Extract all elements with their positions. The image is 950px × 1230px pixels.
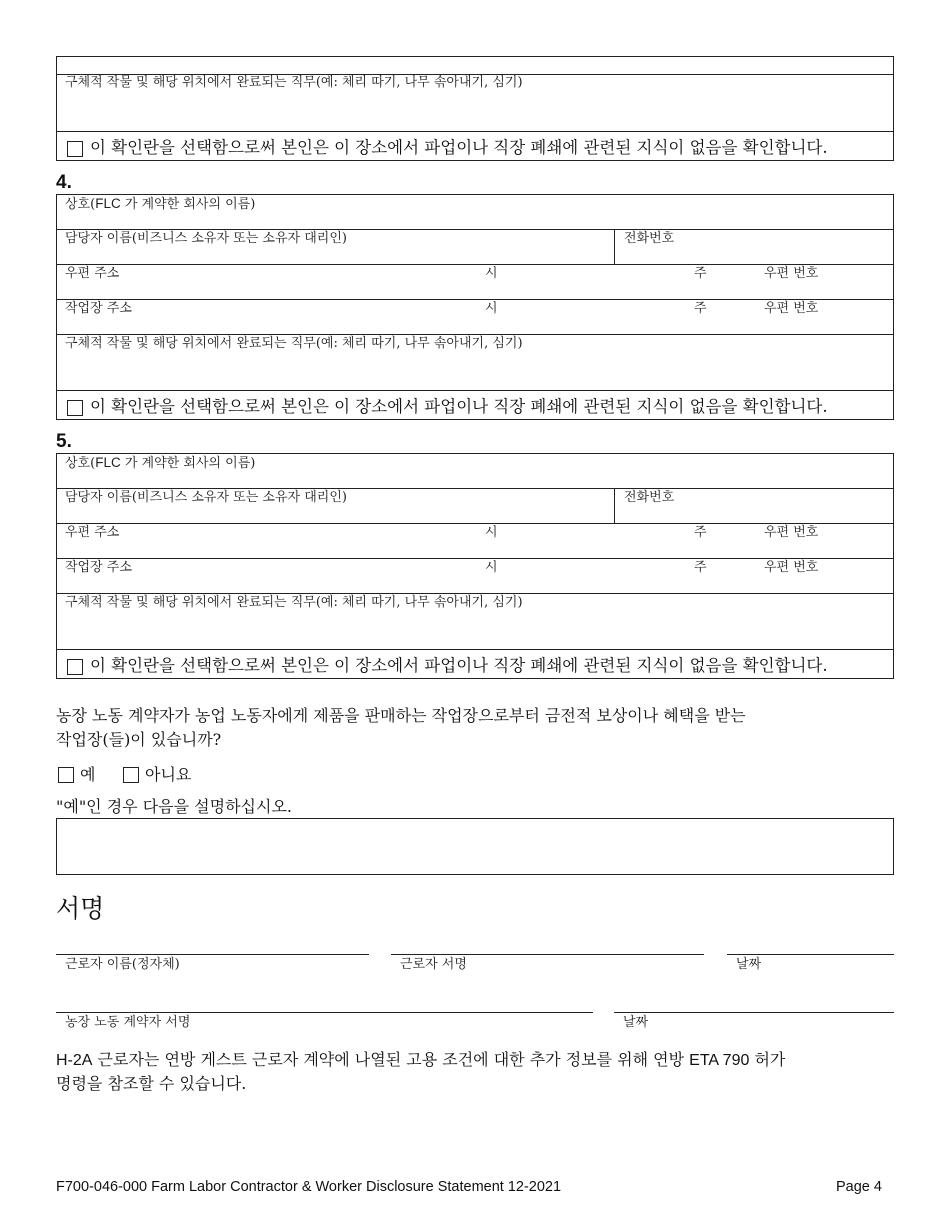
divider [56, 131, 894, 132]
contact-name-field[interactable]: 담당자 이름(비즈니스 소유자 또는 소유자 대리인) [65, 490, 347, 505]
duties-field[interactable]: 구체적 작물 및 해당 위치에서 완료되는 직무(예: 체리 따기, 나무 솎아내기, 심기) [65, 595, 523, 610]
work-address-field[interactable]: 작업장 주소 [65, 560, 132, 575]
flc-signature-label: 농장 노동 계약자 서명 [65, 1015, 191, 1030]
worker-signature-label: 근로자 서명 [400, 957, 467, 972]
worker-date-line[interactable] [727, 954, 894, 955]
mail-address-field[interactable]: 우편 주소 [65, 525, 120, 540]
divider [614, 488, 615, 523]
no-strike-checkbox-5[interactable] [67, 659, 83, 675]
worker-name-line[interactable] [56, 954, 369, 955]
page-number: Page 4 [836, 1179, 882, 1195]
section-4-number: 4. [56, 172, 72, 193]
divider [56, 558, 894, 559]
divider [56, 264, 894, 265]
mail-zip-field[interactable]: 우편 번호 [764, 525, 819, 540]
no-strike-checkbox-3[interactable] [67, 141, 83, 157]
duties-field[interactable]: 구체적 작물 및 해당 위치에서 완료되는 직무(예: 체리 따기, 나무 솎아내기, 심기) [65, 336, 523, 351]
divider [614, 229, 615, 264]
work-zip-field[interactable]: 우편 번호 [764, 301, 819, 316]
yes-checkbox[interactable] [58, 767, 74, 783]
no-strike-ack-text: 이 확인란을 선택함으로써 본인은 이 장소에서 파업이나 직장 폐쇄에 관련된 지식이 없음을 확인합니다. [90, 397, 828, 416]
yes-label: 예 [80, 765, 96, 784]
divider [56, 649, 894, 650]
mail-zip-field[interactable]: 우편 번호 [764, 266, 819, 281]
divider [56, 488, 894, 489]
h2a-note-line1: H-2A 근로자는 연방 게스트 근로자 계약에 나열된 고용 조건에 대한 추가 정보를 위해 연방 ETA 790 허가 [56, 1050, 786, 1069]
worker-signature-line[interactable] [391, 954, 704, 955]
worker-date-label: 날짜 [736, 957, 762, 972]
work-city-field[interactable]: 시 [485, 560, 498, 575]
no-checkbox[interactable] [123, 767, 139, 783]
explanation-textarea[interactable] [56, 818, 894, 875]
work-zip-field[interactable]: 우편 번호 [764, 560, 819, 575]
mail-city-field[interactable]: 시 [485, 266, 498, 281]
divider [56, 229, 894, 230]
worker-name-label: 근로자 이름(정자체) [65, 957, 180, 972]
flc-date-label: 날짜 [623, 1015, 649, 1030]
contact-name-field[interactable]: 담당자 이름(비즈니스 소유자 또는 소유자 대리인) [65, 231, 347, 246]
work-address-field[interactable]: 작업장 주소 [65, 301, 132, 316]
duties-field-label: 구체적 작물 및 해당 위치에서 완료되는 직무(예: 체리 따기, 나무 솎아내기, 심기) [65, 75, 523, 90]
phone-field[interactable]: 전화번호 [624, 231, 675, 246]
company-name-field[interactable]: 상호(FLC 가 계약한 회사의 이름) [65, 196, 256, 212]
work-state-field[interactable]: 주 [694, 560, 707, 575]
flc-date-line[interactable] [614, 1012, 894, 1013]
mail-state-field[interactable]: 주 [694, 266, 707, 281]
divider [56, 390, 894, 391]
section-5-number: 5. [56, 431, 72, 452]
no-strike-ack-text: 이 확인란을 선택함으로써 본인은 이 장소에서 파업이나 직장 폐쇄에 관련된 지식이 없음을 확인합니다. [90, 138, 828, 157]
mail-address-field[interactable]: 우편 주소 [65, 266, 120, 281]
compensation-question-line2: 작업장(들)이 있습니까? [56, 730, 222, 749]
divider [56, 593, 894, 594]
compensation-question-line1: 농장 노동 계약자가 농업 노동자에게 제품을 판매하는 작업장으로부터 금전적 보상이나 혜택을 받는 [56, 706, 746, 725]
h2a-note-line2: 명령을 참조할 수 있습니다. [56, 1074, 247, 1093]
no-strike-checkbox-4[interactable] [67, 400, 83, 416]
mail-state-field[interactable]: 주 [694, 525, 707, 540]
divider [56, 299, 894, 300]
form-identifier: F700-046-000 Farm Labor Contractor & Worker Disclosure Statement 12-2021 [56, 1179, 562, 1195]
no-strike-ack-text: 이 확인란을 선택함으로써 본인은 이 장소에서 파업이나 직장 폐쇄에 관련된 지식이 없음을 확인합니다. [90, 656, 828, 675]
no-label: 아니요 [145, 765, 192, 784]
company-name-field[interactable]: 상호(FLC 가 계약한 회사의 이름) [65, 455, 256, 471]
work-city-field[interactable]: 시 [485, 301, 498, 316]
phone-field[interactable]: 전화번호 [624, 490, 675, 505]
flc-signature-line[interactable] [56, 1012, 593, 1013]
divider [56, 523, 894, 524]
explain-instruction: "예"인 경우 다음을 설명하십시오. [56, 797, 292, 816]
divider [56, 334, 894, 335]
work-state-field[interactable]: 주 [694, 301, 707, 316]
mail-city-field[interactable]: 시 [485, 525, 498, 540]
signature-heading: 서명 [56, 894, 105, 923]
